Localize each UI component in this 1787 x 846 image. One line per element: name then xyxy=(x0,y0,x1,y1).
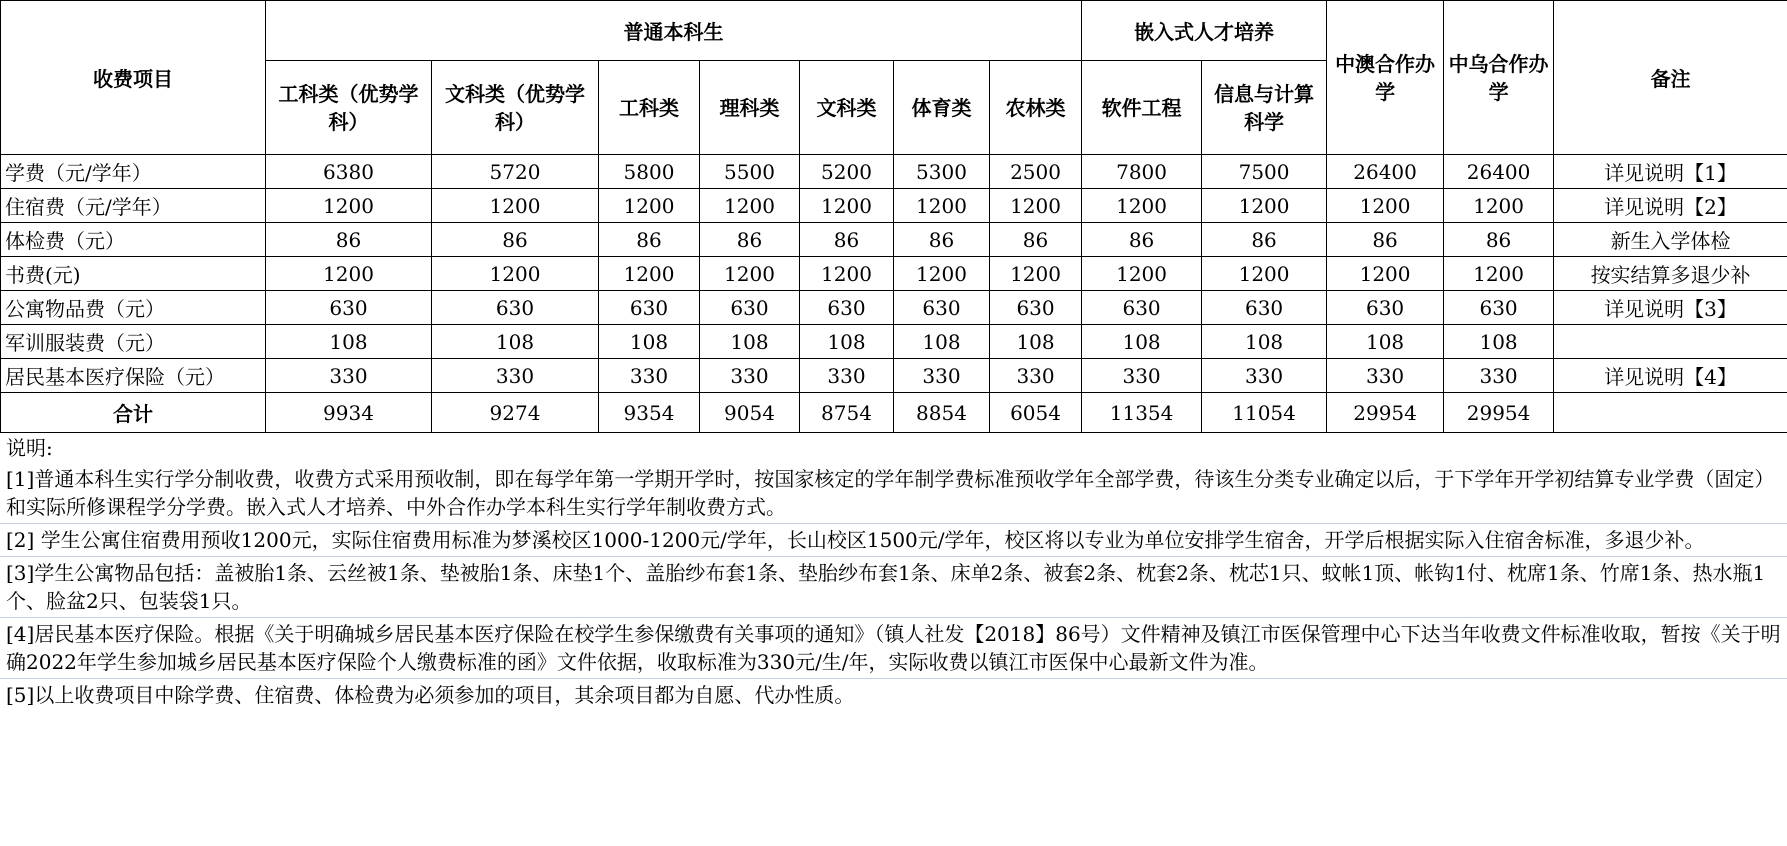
row-label: 居民基本医疗保险（元） xyxy=(1,359,266,393)
total-row xyxy=(1,393,1787,433)
header-subcol: 体育类 xyxy=(894,61,990,155)
fee-value: 108 xyxy=(432,325,599,359)
fee-value: 86 xyxy=(1444,223,1554,257)
fee-value: 630 xyxy=(990,291,1082,325)
fee-value: 26400 xyxy=(1327,155,1444,189)
fee-value: 108 xyxy=(266,325,432,359)
fee-value: 26400 xyxy=(1444,155,1554,189)
fee-value: 1200 xyxy=(1202,257,1327,291)
fee-value: 1200 xyxy=(432,189,599,223)
fee-value: 330 xyxy=(1082,359,1202,393)
fee-value: 1200 xyxy=(266,257,432,291)
fee-value: 630 xyxy=(1082,291,1202,325)
row-remark: 按实结算多退少补 xyxy=(1554,257,1787,291)
header-group-regular: 普通本科生 xyxy=(266,1,1082,61)
fee-value: 108 xyxy=(599,325,700,359)
notes-title: 说明: xyxy=(6,436,53,460)
table-row xyxy=(1,155,1787,189)
fee-value: 9054 xyxy=(700,393,800,433)
row-remark xyxy=(1554,393,1787,433)
fee-value: 330 xyxy=(599,359,700,393)
table-row xyxy=(1,189,1787,223)
header-subcol: 信息与计算科学 xyxy=(1202,61,1327,155)
fee-value: 630 xyxy=(432,291,599,325)
header-subcol: 农林类 xyxy=(990,61,1082,155)
fee-value: 9354 xyxy=(599,393,700,433)
fee-value: 1200 xyxy=(700,189,800,223)
fee-value: 1200 xyxy=(1082,189,1202,223)
row-remark xyxy=(1554,325,1787,359)
note-item: [1]普通本科生实行学分制收费，收费方式采用预收制，即在每学年第一学期开学时，按国家核定的学年制学费标准预收学年全部学费，待该生分类专业确定以后，于下学年开学初结算专业学费（固定）和实际所修课程学分学费。嵌入式人才培养、中外合作办学本科生实行学年制收费方式。 xyxy=(0,463,1787,524)
fee-value: 86 xyxy=(1202,223,1327,257)
row-remark: 新生入学体检 xyxy=(1554,223,1787,257)
fee-value: 6380 xyxy=(266,155,432,189)
fee-value: 29954 xyxy=(1444,393,1554,433)
fee-value: 1200 xyxy=(1444,257,1554,291)
row-label: 军训服装费（元） xyxy=(1,325,266,359)
row-label: 学费（元/学年） xyxy=(1,155,266,189)
fee-value: 1200 xyxy=(599,189,700,223)
fee-value: 9274 xyxy=(432,393,599,433)
fee-value: 330 xyxy=(1444,359,1554,393)
fee-value: 11354 xyxy=(1082,393,1202,433)
fee-value: 86 xyxy=(266,223,432,257)
fee-value: 2500 xyxy=(990,155,1082,189)
table-row xyxy=(1,291,1787,325)
header-subcol: 工科类（优势学科） xyxy=(266,61,432,155)
row-label: 住宿费（元/学年） xyxy=(1,189,266,223)
header-subcol: 理科类 xyxy=(700,61,800,155)
fee-value: 5720 xyxy=(432,155,599,189)
fee-value: 630 xyxy=(1327,291,1444,325)
table-row xyxy=(1,325,1787,359)
fee-value: 108 xyxy=(800,325,894,359)
row-label: 公寓物品费（元） xyxy=(1,291,266,325)
fee-value: 7500 xyxy=(1202,155,1327,189)
fee-value: 86 xyxy=(894,223,990,257)
fee-value: 86 xyxy=(599,223,700,257)
note-item: [4]居民基本医疗保险。根据《关于明确城乡居民基本医疗保险在校学生参保缴费有关事项的通知》（镇人社发【2018】86号）文件精神及镇江市医保管理中心下达当年收费文件标准收取，暂按《关于明确2022年学生参加城乡居民基本医疗保险个人缴费标准的函》文件依据，收取标准为330元/生/年，实际收费以镇江市医保中心最新文件为准。 xyxy=(0,618,1787,679)
header-sino-aus: 中澳合作办学 xyxy=(1327,1,1444,155)
header-subcol: 工科类 xyxy=(599,61,700,155)
row-remark: 详见说明【3】 xyxy=(1554,291,1787,325)
fee-value: 86 xyxy=(1327,223,1444,257)
table-row xyxy=(1,223,1787,257)
fee-value: 5300 xyxy=(894,155,990,189)
fee-value: 108 xyxy=(1082,325,1202,359)
header-subcol: 文科类 xyxy=(800,61,894,155)
fee-value: 630 xyxy=(599,291,700,325)
fee-value: 11054 xyxy=(1202,393,1327,433)
fee-value: 108 xyxy=(1202,325,1327,359)
fee-value: 86 xyxy=(432,223,599,257)
fee-value: 1200 xyxy=(990,257,1082,291)
fee-value: 1200 xyxy=(800,189,894,223)
row-remark: 详见说明【1】 xyxy=(1554,155,1787,189)
fee-value: 1200 xyxy=(599,257,700,291)
fee-value: 5500 xyxy=(700,155,800,189)
row-remark: 详见说明【4】 xyxy=(1554,359,1787,393)
fee-value: 6054 xyxy=(990,393,1082,433)
fee-value: 1200 xyxy=(990,189,1082,223)
fee-value: 108 xyxy=(700,325,800,359)
fee-value: 1200 xyxy=(800,257,894,291)
fee-value: 330 xyxy=(1327,359,1444,393)
fee-value: 108 xyxy=(1327,325,1444,359)
fee-value: 86 xyxy=(1082,223,1202,257)
header-subcol: 软件工程 xyxy=(1082,61,1202,155)
fee-value: 330 xyxy=(800,359,894,393)
fee-value: 630 xyxy=(700,291,800,325)
fee-value: 330 xyxy=(700,359,800,393)
fee-value: 8854 xyxy=(894,393,990,433)
fee-value: 330 xyxy=(432,359,599,393)
header-group-embedded: 嵌入式人才培养 xyxy=(1082,1,1327,61)
fee-value: 86 xyxy=(990,223,1082,257)
fee-value: 108 xyxy=(1444,325,1554,359)
fee-value: 1200 xyxy=(700,257,800,291)
fee-value: 1200 xyxy=(1082,257,1202,291)
fee-value: 86 xyxy=(700,223,800,257)
fee-value: 630 xyxy=(1202,291,1327,325)
note-item: [3]学生公寓物品包括：盖被胎1条、云丝被1条、垫被胎1条、床垫1个、盖胎纱布套1条、垫胎纱布套1条、床单2条、被套2条、枕套2条、枕芯1只、蚊帐1顶、帐钩1付、枕席1条、竹席1条、热水瓶1个、脸盆2只、包装袋1只。 xyxy=(0,557,1787,618)
fee-value: 7800 xyxy=(1082,155,1202,189)
fee-value: 1200 xyxy=(894,189,990,223)
header-item: 收费项目 xyxy=(1,1,266,155)
fee-value: 1200 xyxy=(266,189,432,223)
fee-value: 108 xyxy=(894,325,990,359)
fee-value: 630 xyxy=(800,291,894,325)
row-remark: 详见说明【2】 xyxy=(1554,189,1787,223)
fee-value: 29954 xyxy=(1327,393,1444,433)
fee-value: 630 xyxy=(894,291,990,325)
fee-value: 108 xyxy=(990,325,1082,359)
fee-value: 1200 xyxy=(1327,189,1444,223)
fee-value: 8754 xyxy=(800,393,894,433)
row-label: 书费(元) xyxy=(1,257,266,291)
header-remark: 备注 xyxy=(1554,1,1787,155)
fee-value: 1200 xyxy=(1202,189,1327,223)
total-label: 合计 xyxy=(1,393,266,433)
table-row xyxy=(1,359,1787,393)
fee-value: 5200 xyxy=(800,155,894,189)
note-item: [5]以上收费项目中除学费、住宿费、体检费为必须参加的项目，其余项目都为自愿、代办性质。 xyxy=(6,683,855,707)
fee-value: 630 xyxy=(266,291,432,325)
notes-section xyxy=(0,433,1787,711)
fee-value: 330 xyxy=(266,359,432,393)
row-label: 体检费（元） xyxy=(1,223,266,257)
fee-value: 330 xyxy=(1202,359,1327,393)
fee-value: 330 xyxy=(894,359,990,393)
fee-value: 1200 xyxy=(432,257,599,291)
note-item: [2] 学生公寓住宿费用预收1200元，实际住宿费用标准为梦溪校区1000-1200元/学年，长山校区1500元/学年，校区将以专业为单位安排学生宿舍，开学后根据实际入住宿舍标准，多退少补。 xyxy=(0,524,1787,557)
fee-value: 9934 xyxy=(266,393,432,433)
fee-value: 330 xyxy=(990,359,1082,393)
fee-value: 1200 xyxy=(1444,189,1554,223)
header-subcol: 文科类（优势学科） xyxy=(432,61,599,155)
fee-value: 86 xyxy=(800,223,894,257)
header-sino-ukr: 中乌合作办学 xyxy=(1444,1,1554,155)
fee-value: 5800 xyxy=(599,155,700,189)
table-row xyxy=(1,257,1787,291)
fee-value: 1200 xyxy=(894,257,990,291)
fee-value: 630 xyxy=(1444,291,1554,325)
fee-value: 1200 xyxy=(1327,257,1444,291)
